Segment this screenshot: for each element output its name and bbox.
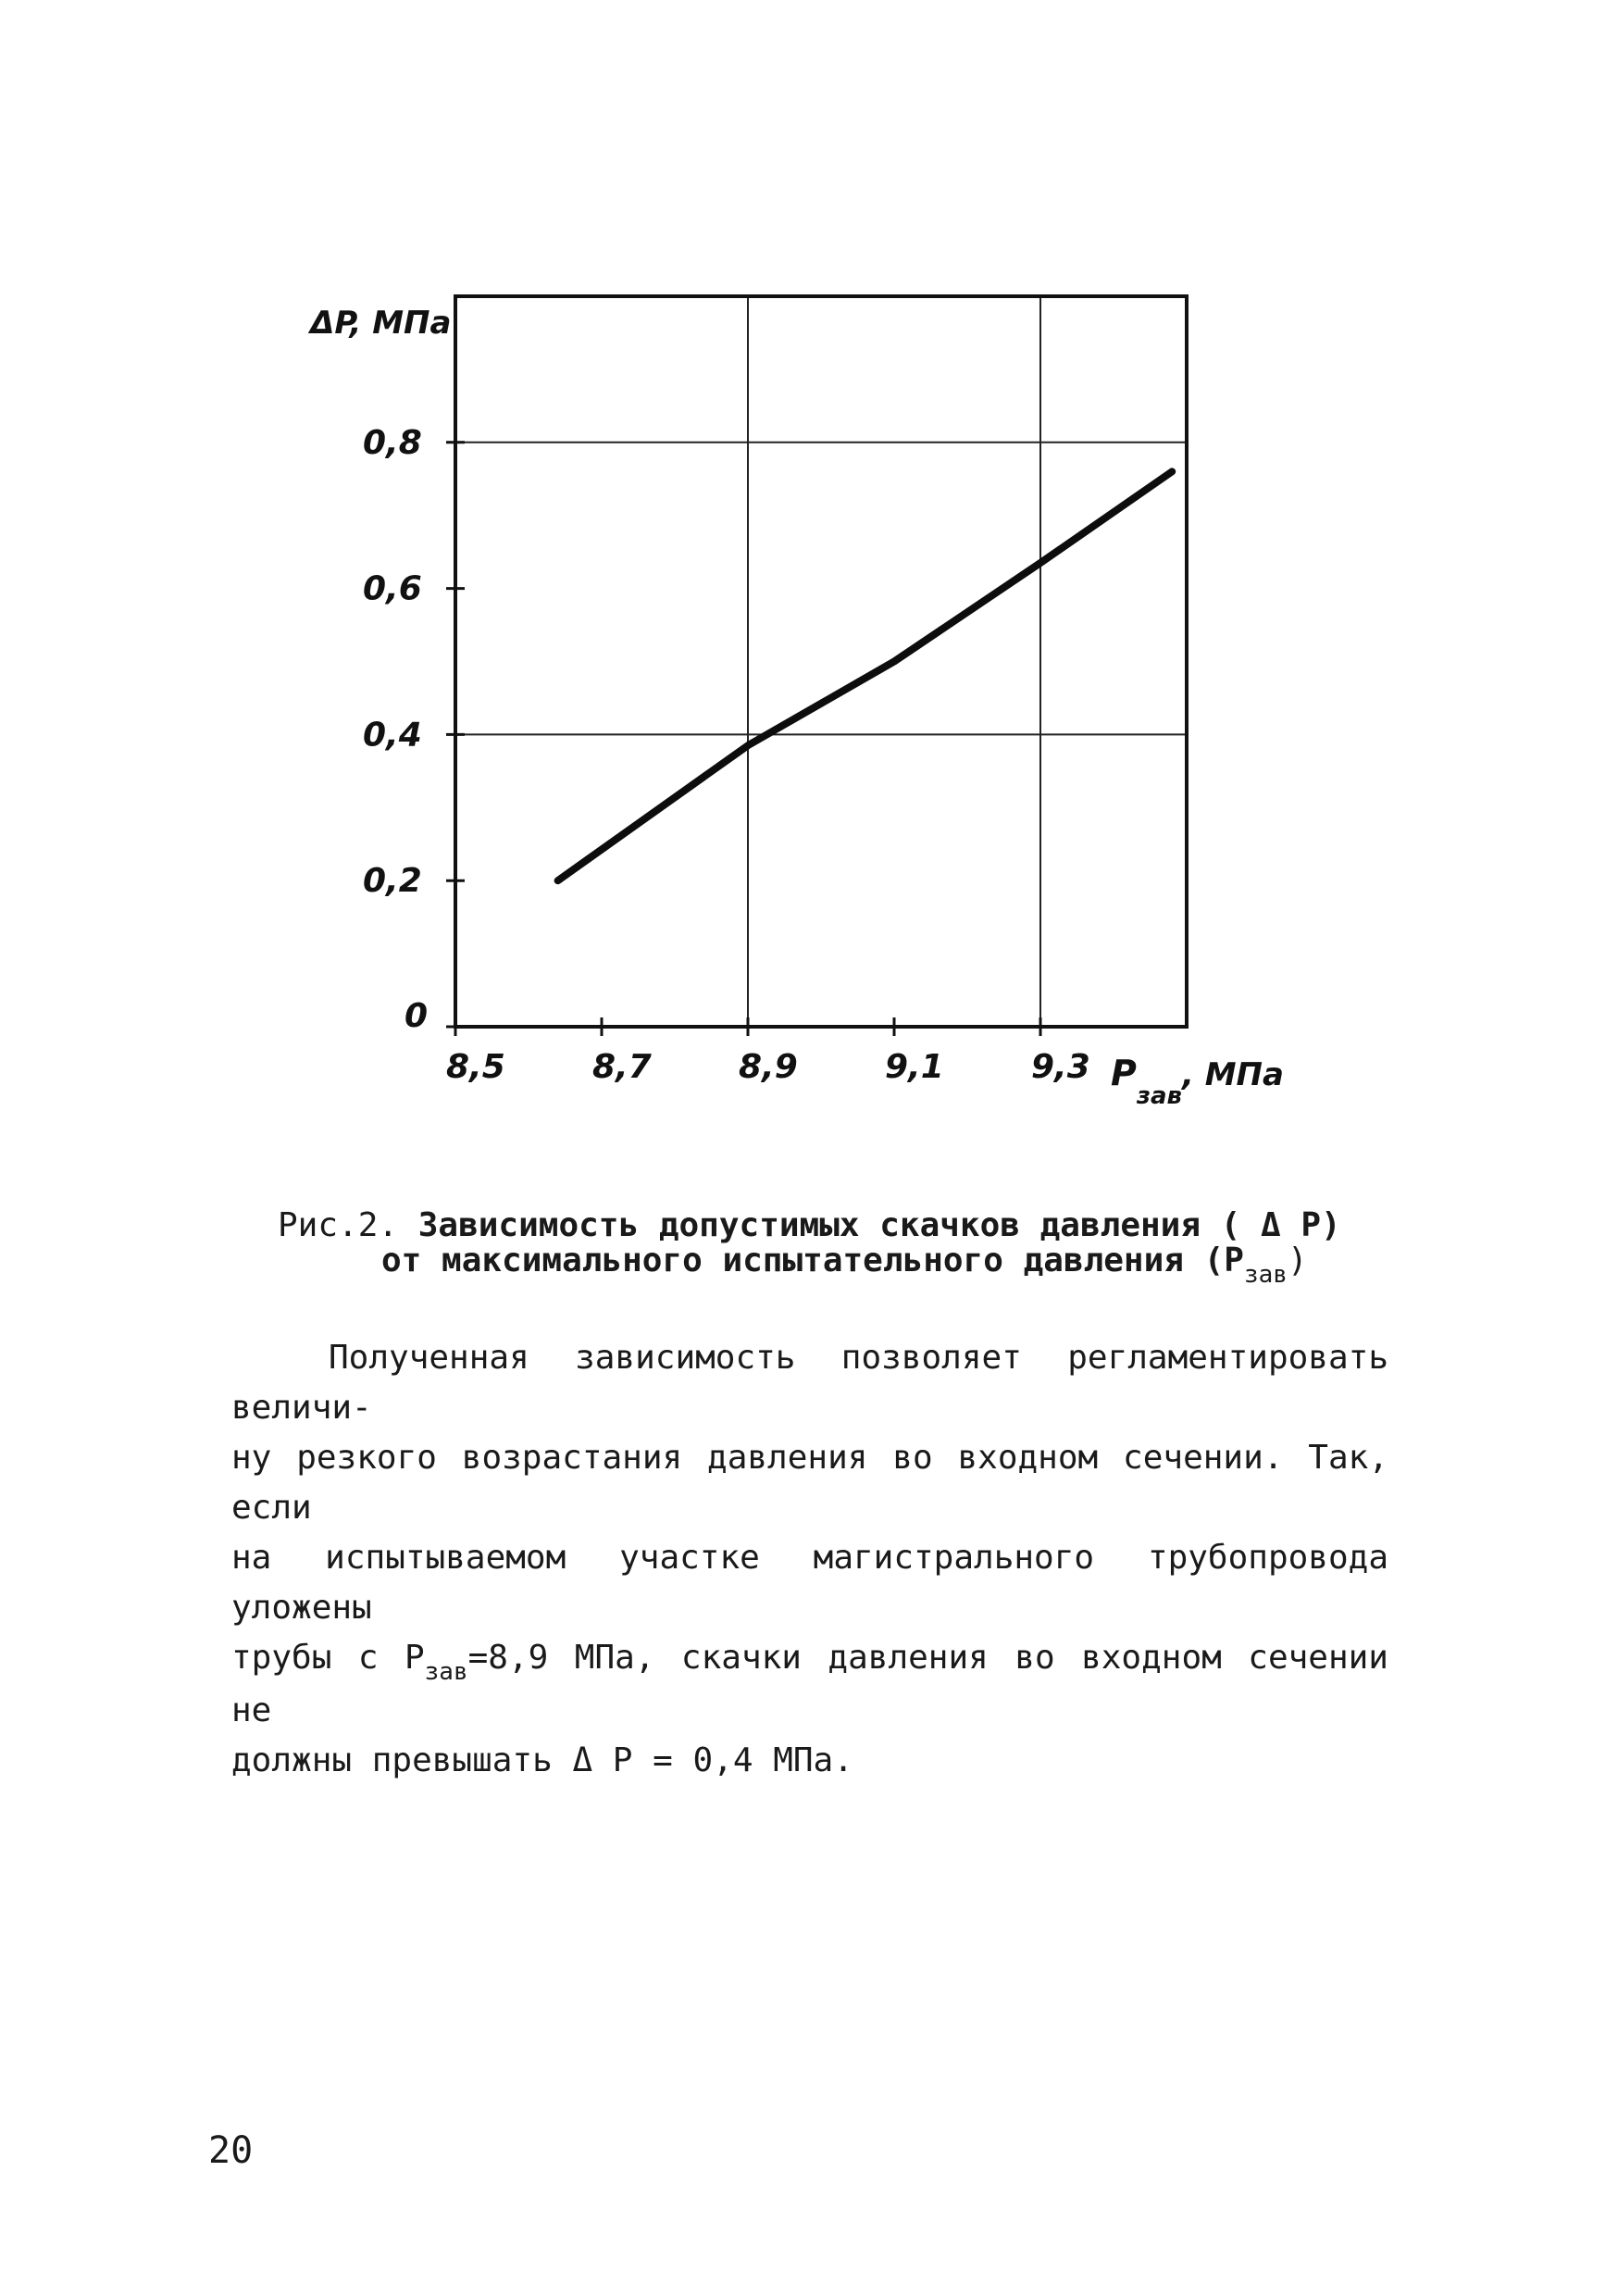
grid-lines	[455, 296, 1187, 1027]
y-axis-label: ΔP, МПа	[310, 305, 452, 342]
x-axis-label-unit: , МПа	[1181, 1056, 1284, 1093]
plot-frame	[455, 296, 1187, 1027]
caption-line2	[278, 1242, 1388, 1289]
caption-line2-main: от максимального испытательного давления (P	[381, 1242, 1244, 1279]
body-line-2: ну резкого возрастания давления во входном сечении. Так, если	[231, 1439, 1388, 1527]
figure-caption	[278, 1206, 1388, 1289]
x-axis-label-main: P	[1111, 1053, 1137, 1093]
y-tick-label: 0,8	[363, 423, 422, 462]
body-line-4-b: =8,9 МПа, скачки давления во входном сечении не	[231, 1639, 1388, 1729]
x-axis-label-sub: зав	[1136, 1082, 1182, 1110]
x-tick-label: 8,7	[592, 1048, 652, 1086]
caption-line2-end: )	[1287, 1242, 1308, 1279]
y-tick-label: 0,2	[363, 862, 422, 901]
x-tick-label: 8,9	[739, 1048, 798, 1086]
body-line-3: на испытываемом участке магистрального трубопровода уложены	[231, 1539, 1388, 1627]
caption-line1: Зависимость допустимых скачков давления ( Δ P)	[417, 1206, 1341, 1244]
body-line-1: Полученная зависимость позволяет регламентировать величи-	[231, 1339, 1388, 1427]
body-paragraph	[231, 1333, 1388, 1786]
caption-line2-sub: зав	[1243, 1261, 1288, 1289]
x-tick-label: 9,3	[1031, 1048, 1090, 1086]
page-number: 20	[208, 2129, 254, 2172]
caption-prefix: Рис.2.	[278, 1206, 399, 1244]
series-layer	[558, 471, 1173, 880]
body-line-4	[231, 1633, 1388, 1736]
x-tick-label: 9,1	[885, 1048, 944, 1086]
y-tick-label: 0,4	[363, 716, 422, 755]
x-tick-label: 8,5	[446, 1048, 505, 1086]
y-tick-label: 0	[404, 997, 429, 1035]
body-line-4-sub: зав	[424, 1658, 468, 1686]
body-line-4-a: трубы с P	[231, 1639, 425, 1677]
axis-ticks	[363, 424, 1090, 1086]
x-axis-label	[1111, 1053, 1284, 1110]
series-line	[558, 471, 1173, 880]
body-line-5: должны превышать Δ P = 0,4 МПа.	[231, 1741, 853, 1779]
y-tick-label: 0,6	[363, 569, 422, 608]
